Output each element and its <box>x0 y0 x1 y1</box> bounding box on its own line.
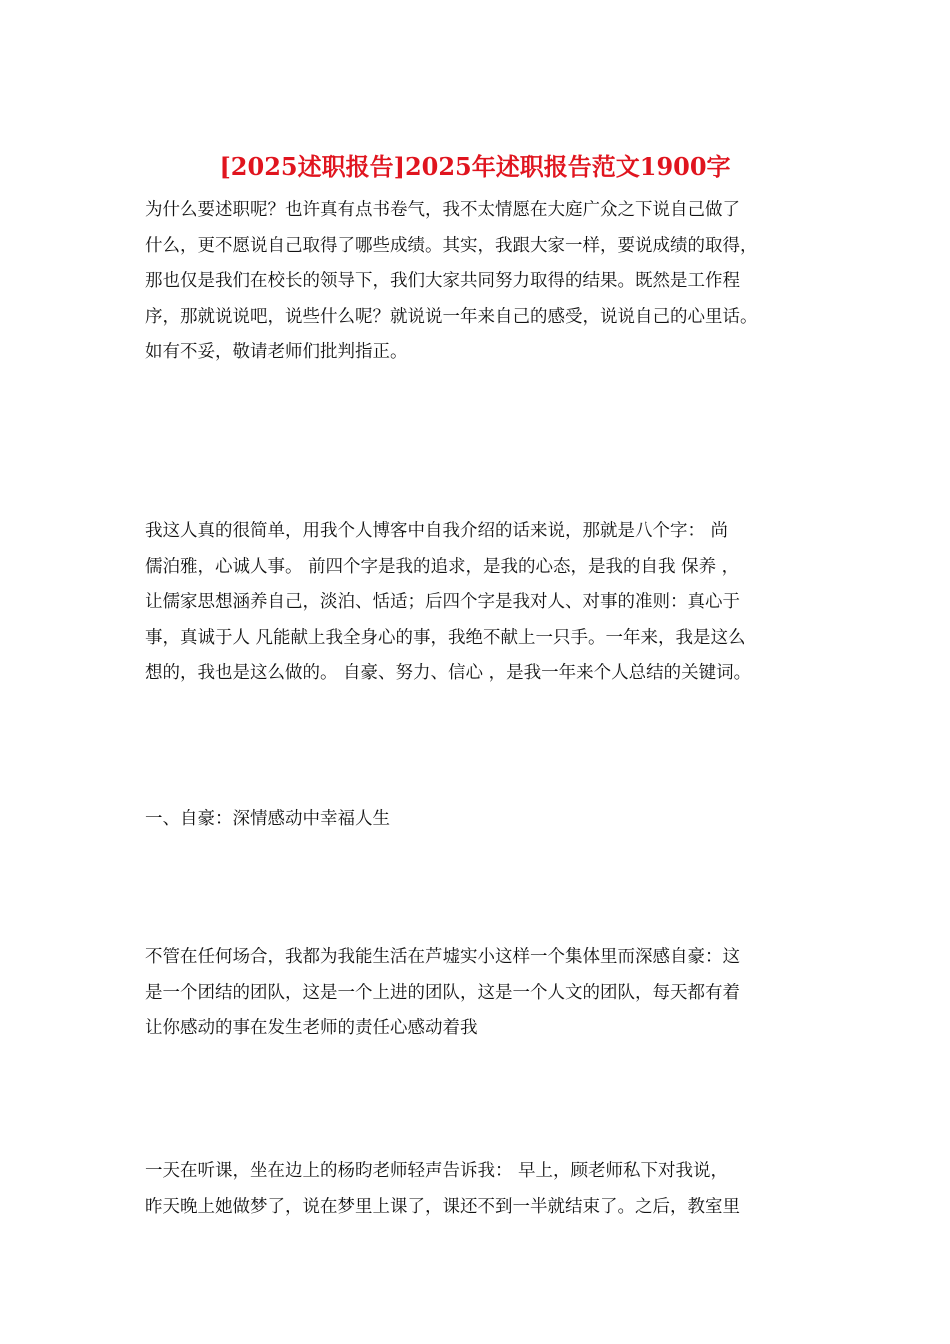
text-line: 为什么要述职呢？也许真有点书卷气，我不太情愿在大庭广众之下说自己做了 <box>145 200 740 220</box>
text-line: 如有不妥，敬请老师们批判指正。 <box>145 342 408 362</box>
paragraph-self-intro <box>145 514 815 692</box>
text-line: 序，那就说说吧，说些什么呢？就说说一年来自己的感受，说说自己的心里话。 <box>145 306 758 327</box>
section-heading-text: 一、自豪：深情感动中幸福人生 <box>145 809 390 829</box>
section-heading <box>145 802 815 838</box>
text-line: 儒泊雅，心诚人事。 前四个字是我的追求，是我的心态，是我的自我 保养 ， <box>145 556 740 577</box>
text-line: 什么，更不愿说自己取得了哪些成绩。其实，我跟大家一样，要说成绩的取得， <box>145 235 758 256</box>
text-line: 想的，我也是这么做的。 自豪、努力、信心 ，是我一年来个人总结的关键词。 <box>145 663 752 683</box>
paragraph-intro <box>145 193 815 371</box>
document-title: [2025述职报告]2025年述职报告范文1900字 <box>219 152 731 181</box>
text-line: 事，真诚于人 凡能献上我全身心的事，我绝不献上一只手。一年来，我是这么 <box>145 627 746 648</box>
text-line: 让你感动的事在发生老师的责任心感动着我 <box>145 1018 478 1038</box>
text-line: 让儒家思想涵养自己，淡泊、恬适；后四个字是我对人、对事的准则：真心于 <box>145 592 740 612</box>
text-line: 昨天晚上她做梦了，说在梦里上课了，课还不到一半就结束了。之后，教室里 <box>145 1196 740 1217</box>
paragraph-pride <box>145 940 815 1047</box>
text-line: 那也仅是我们在校长的领导下，我们大家共同努力取得的结果。既然是工作程 <box>145 271 740 291</box>
text-line: 是一个团结的团队，这是一个上进的团队，这是一个人文的团队，每天都有着 <box>145 982 740 1003</box>
text-line: 不管在任何场合，我都为我能生活在芦墟实小这样一个集体里而深感自豪：这 <box>145 947 740 967</box>
text-line: 我这人真的很简单，用我个人博客中自我介绍的话来说，那就是八个字： 尚 <box>145 521 729 541</box>
paragraph-story <box>145 1154 815 1225</box>
text-line: 一天在听课，坐在边上的杨昀老师轻声告诉我： 早上，顾老师私下对我说， <box>145 1161 729 1181</box>
